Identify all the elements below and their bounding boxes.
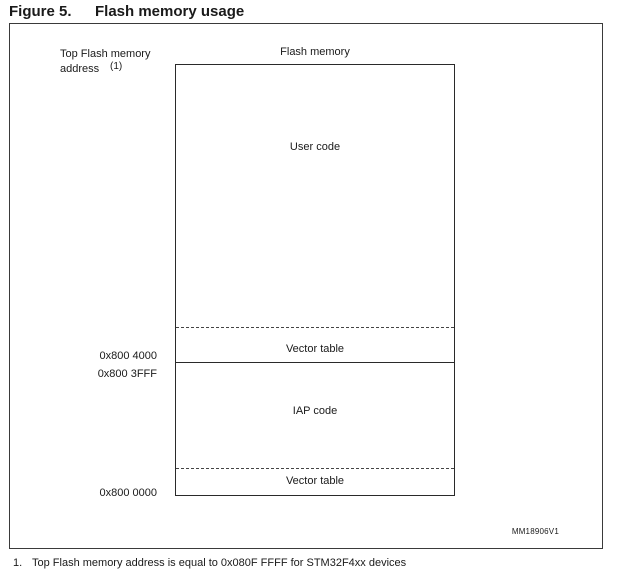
region-vector-table-lower: Vector table	[285, 475, 345, 487]
drawing-id: MM18906V1	[511, 527, 559, 536]
top-flash-address-text: Top Flash memory address	[60, 48, 151, 75]
region-iap-code: IAP code	[292, 405, 338, 417]
address-base: 0x800 0000	[99, 487, 157, 499]
footnote	[13, 557, 406, 569]
top-flash-address-label	[60, 47, 160, 77]
figure-title: Flash memory usage	[95, 3, 245, 20]
footnote-text: Top Flash memory address is equal to 0x080F FFFF for STM32F4xx devices	[32, 557, 407, 569]
region-user-code: User code	[289, 141, 341, 153]
flash-memory-block	[175, 64, 455, 496]
address-iap-end: 0x800 3FFF	[97, 368, 157, 380]
dashed-divider-lower	[176, 468, 454, 469]
dashed-divider-upper	[176, 327, 454, 328]
boundary-divider	[175, 362, 455, 363]
figure-number: Figure 5.	[9, 3, 72, 20]
figure-caption	[9, 3, 244, 20]
memory-title: Flash memory	[280, 46, 350, 58]
region-vector-table-upper: Vector table	[285, 343, 345, 355]
address-user-start: 0x800 4000	[99, 350, 157, 362]
footnote-number: 1.	[13, 557, 23, 569]
footnote-ref: (1)	[110, 61, 123, 72]
